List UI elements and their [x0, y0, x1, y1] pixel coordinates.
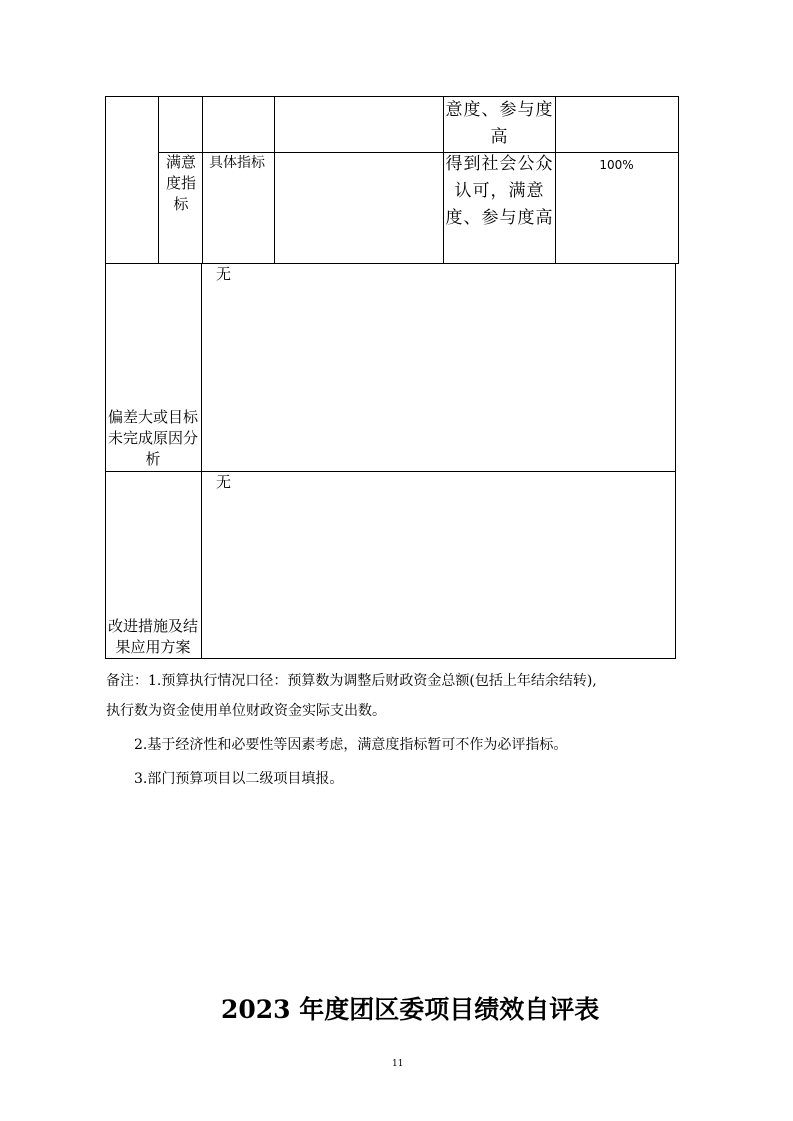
- table-border-right-top: [678, 96, 679, 264]
- next-section-title: 2023 年度团区委项目绩效自评表: [221, 995, 600, 1024]
- deviation-content: 无: [216, 265, 232, 283]
- score-percentage: 100%: [599, 158, 634, 172]
- col-divider-2: [202, 96, 203, 264]
- note-line-3: 2.基于经济性和必要性等因素考虑，满意度指标暂可不作为必评指标。: [134, 737, 568, 753]
- note-line-1: 备注：1.预算执行情况口径：预算数为调整后财政资金总额(包括上年结余结转),: [106, 673, 597, 689]
- col-divider-5: [555, 96, 556, 264]
- table-border-top: [105, 96, 679, 97]
- row1-indicator-value: 意度、参与度高: [445, 100, 554, 147]
- table-border-right-bottom: [675, 263, 676, 659]
- specific-indicator-label: 具体指标: [209, 155, 265, 171]
- row2-indicator-value: 得到社会公众认可，满意度、参与度高: [445, 154, 554, 228]
- row-divider-3: [105, 471, 676, 472]
- improvement-label: 改进措施及结果应用方案: [107, 617, 198, 656]
- col-divider-1: [158, 96, 159, 264]
- table-border-bottom: [105, 658, 676, 659]
- label-divider: [201, 263, 202, 659]
- page-number: 11: [392, 1059, 404, 1069]
- col-divider-3: [274, 96, 275, 264]
- satisfaction-indicator-label: 满意度指标: [165, 153, 196, 213]
- note-line-4: 3.部门预算项目以二级项目填报。: [134, 771, 344, 787]
- row-divider-2: [105, 263, 679, 264]
- improvement-content: 无: [216, 473, 232, 491]
- deviation-label: 偏差大或目标未完成原因分析: [107, 408, 198, 468]
- table-border-left: [105, 96, 106, 659]
- note-line-2: 执行数为资金使用单位财政资金实际支出数。: [106, 703, 386, 719]
